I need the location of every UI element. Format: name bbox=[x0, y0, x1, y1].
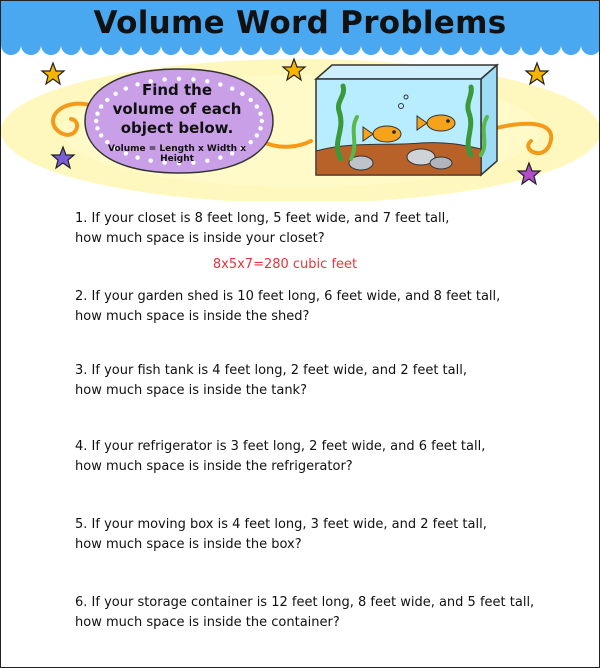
problem-text-line1: 2. If your garden shed is 10 feet long, 6 feet wide, and 8 feet tall, bbox=[75, 289, 501, 304]
problem-text-line2: how much space is inside the tank? bbox=[75, 383, 307, 398]
problem-6 bbox=[75, 593, 585, 633]
problem-text-line1: 6. If your storage container is 12 feet long, 8 feet wide, and 5 feet tall, bbox=[75, 595, 535, 610]
problem-text-line1: 4. If your refrigerator is 3 feet long, 2 feet wide, and 6 feet tall, bbox=[75, 439, 486, 454]
bubble-line1: Find the bbox=[141, 81, 213, 99]
header-banner bbox=[1, 1, 599, 57]
volume-formula: Volume = Length x Width x Height bbox=[107, 144, 246, 164]
bubble-line2: volume of each bbox=[112, 100, 242, 118]
problem-2 bbox=[75, 287, 585, 327]
problem-text-line1: 1. If your closet is 8 feet long, 5 feet wide, and 7 feet tall, bbox=[75, 211, 450, 226]
problem-text-line2: how much space is inside the shed? bbox=[75, 309, 310, 324]
problem-text-line2: how much space is inside your closet? bbox=[75, 231, 325, 246]
star-icon bbox=[526, 63, 548, 84]
problem-1 bbox=[75, 209, 585, 249]
problem-3 bbox=[75, 361, 585, 401]
problem-text-line2: how much space is inside the refrigerator? bbox=[75, 459, 353, 474]
problem-text-line2: how much space is inside the box? bbox=[75, 537, 302, 552]
answer-problem-1: 8x5x7=280 cubic feet bbox=[212, 257, 358, 272]
fish-tank-illustration bbox=[316, 65, 497, 175]
bubble-line3: object below. bbox=[120, 119, 234, 137]
problem-5 bbox=[75, 515, 585, 555]
bubble-text bbox=[93, 81, 261, 164]
illustration-banner bbox=[1, 51, 599, 201]
problem-text-line2: how much space is inside the container? bbox=[75, 615, 340, 630]
star-icon bbox=[42, 63, 64, 84]
problem-text-line1: 3. If your fish tank is 4 feet long, 2 feet wide, and 2 feet tall, bbox=[75, 363, 467, 378]
page-title: Volume Word Problems bbox=[93, 5, 507, 41]
problem-4 bbox=[75, 437, 585, 477]
problem-text-line1: 5. If your moving box is 4 feet long, 3 feet wide, and 2 feet tall, bbox=[75, 517, 487, 532]
